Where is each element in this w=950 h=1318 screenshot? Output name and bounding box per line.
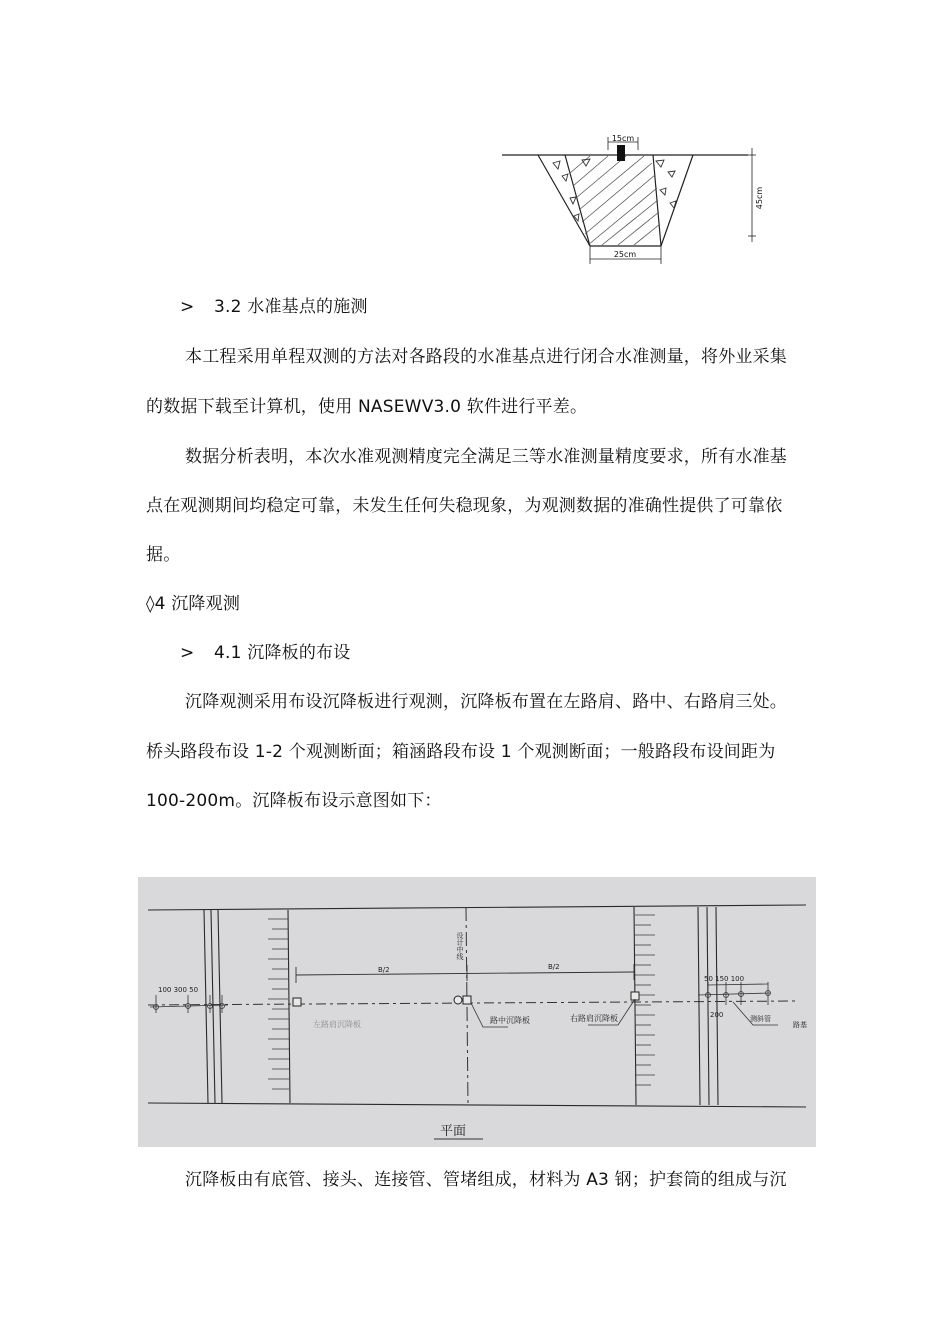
settlement-plate-plan-figure	[138, 877, 816, 1147]
section-3-2-heading	[180, 295, 368, 319]
section-4-1-title: 4.1 沉降板的布设	[214, 643, 351, 663]
label-pipe: 测斜管	[750, 1015, 771, 1023]
label-left-faint: 左路肩沉降板	[313, 1020, 361, 1029]
section-3-2-title: 3.2 水准基点的施测	[214, 297, 368, 317]
paragraph-line: 本工程采用单程双测的方法对各路段的水准基点进行闭合水准测量，将外业采集	[185, 347, 787, 367]
paragraph-line: 的数据下载至计算机，使用 NASEWV3.0 软件进行平差。	[146, 397, 588, 417]
bullet-marker: >	[180, 643, 195, 663]
label-b-half-left: B/2	[378, 966, 390, 974]
benchmark-pit-figure	[498, 128, 780, 268]
pit-dim-bottom: 25cm	[613, 250, 637, 259]
paragraph-line: 据。	[146, 545, 181, 565]
paragraph-line: 沉降板由有底管、接头、连接管、管堵组成，材料为 A3 钢；护套筒的组成与沉	[185, 1170, 787, 1190]
bullet-marker: >	[180, 297, 195, 317]
label-b-half-right: B/2	[548, 963, 560, 971]
paragraph-line: 数据分析表明，本次水准观测精度完全满足三等水准测量精度要求，所有水准基	[185, 447, 787, 467]
section-4-1-heading	[180, 641, 350, 665]
label-road: 路基	[793, 1021, 807, 1029]
paragraph-line: 桥头路段布设 1-2 个观测断面；箱涵路段布设 1 个观测断面；一般路段布设间距为	[146, 742, 776, 762]
paragraph-line: 100-200m。沉降板布设示意图如下：	[146, 791, 442, 811]
paragraph-line: 沉降观测采用布设沉降板进行观测，沉降板布置在左路肩、路中、右路肩三处。	[185, 692, 787, 712]
label-mid-plate: 路中沉降板	[490, 1016, 530, 1025]
label-right-dims: 50 150 100	[704, 975, 745, 983]
pit-dim-depth: 45cm	[755, 186, 764, 210]
label-left-dims: 100 300 50	[158, 986, 199, 994]
pit-dim-top: 15cm	[611, 134, 635, 143]
paragraph-line: 点在观测期间均稳定可靠，未发生任何失稳现象，为观测数据的准确性提供了可靠依	[146, 496, 783, 516]
label-right-plate: 右路肩沉降板	[570, 1014, 618, 1023]
label-center-line: 设计中线	[456, 932, 464, 960]
figure-caption: 平面	[440, 1124, 467, 1139]
section-4-heading: ◊4 沉降观测	[146, 594, 241, 614]
label-right-lower: 200	[710, 1011, 724, 1019]
